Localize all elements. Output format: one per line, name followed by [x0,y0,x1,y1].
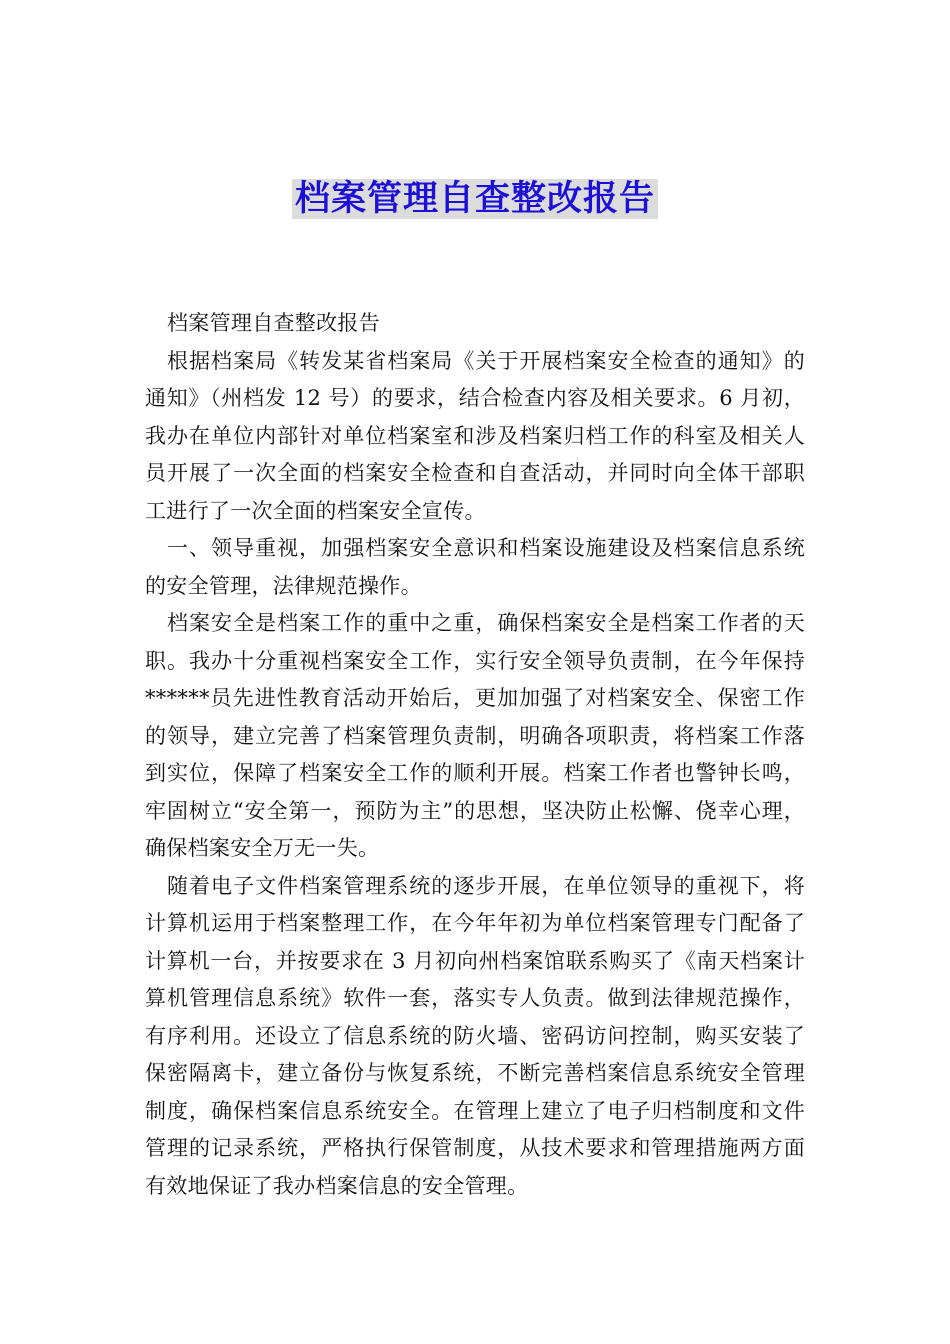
document-title-text: 档案管理自查整改报告 [292,179,658,219]
document-title [0,172,950,226]
paragraph-intro: 根据档案局《转发某省档案局《关于开展档案安全检查的通知》的通知》（州档发 12 号）的要求，结合检查内容及相关要求。6 月初，我办在单位内部针对单位档案室和涉及档案归档工作的科室及相关人员开展了一次全面的档案安全检查和自查活动，并同时向全体干部职工进行了一次全面的档案安全宣传。 [145,348,805,523]
document-body [145,305,805,1205]
paragraph-safety: 档案安全是档案工作的重中之重，确保档案安全是档案工作者的天职。我办十分重视档案安全工作，实行安全领导负责制，在今年保持******员先进性教育活动开始后，更加加强了对档案安全、保密工作的领导，建立完善了档案管理负责制，明确各项职责，将档案工作落到实位，保障了档案安全工作的顺利开展。档案工作者也警钟长鸣，牢固树立“安全第一，预防为主”的思想，坚决防止松懈、侥幸心理，确保档案安全万无一失。 [145,611,805,860]
paragraph-section-heading: 一、领导重视，加强档案安全意识和档案设施建设及档案信息系统的安全管理，法律规范操作。 [145,536,805,598]
paragraph-electronic-records: 随着电子文件档案管理系统的逐步开展，在单位领导的重视下，将计算机运用于档案整理工作，在今年年初为单位档案管理专门配备了计算机一台，并按要求在 3 月初向州档案馆联系购买了《南天档案计算机管理信息系统》软件一套，落实专人负责。做到法律规范操作，有序利用。还设立了信息系统的防火墙、密码访问控制，购买安装了保密隔离卡，建立备份与恢复系统，不断完善档案信息系统安全管理制度，确保档案信息系统安全。在管理上建立了电子归档制度和文件管理的记录系统，严格执行保管制度，从技术要求和管理措施两方面有效地保证了我办档案信息的安全管理。 [145,873,805,1198]
paragraph-subtitle: 档案管理自查整改报告 [167,311,380,335]
